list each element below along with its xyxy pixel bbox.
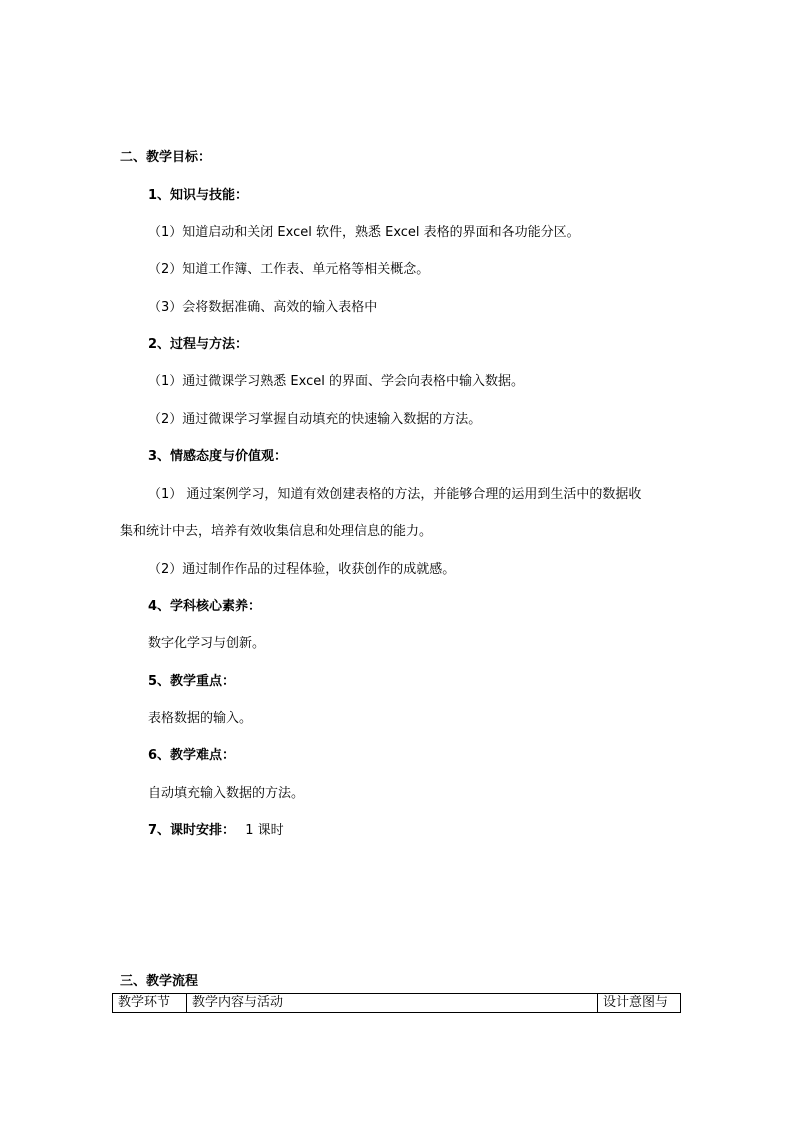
- k3-title: 3、情感态度与价值观：: [148, 449, 288, 464]
- table-header-row: [113, 994, 681, 1013]
- section2-title: 二、教学目标：: [120, 150, 212, 165]
- teaching-flow-table: [112, 993, 681, 1013]
- k1-item-2: （2）知道工作簿、工作表、单元格等相关概念。: [148, 262, 430, 277]
- k1-title: 1、知识与技能：: [148, 188, 249, 203]
- k4-title: 4、学科核心素养：: [148, 599, 262, 614]
- k2-title: 2、过程与方法：: [148, 337, 249, 352]
- header-cell-content: 教学内容与活动: [187, 994, 598, 1013]
- k7-value: 1 课时: [245, 823, 284, 838]
- k6-title: 6、教学难点：: [148, 748, 236, 763]
- k7-row: [148, 822, 284, 840]
- section3-title: 三、教学流程: [120, 974, 199, 989]
- k3-item-2: （2）通过制作作品的过程体验，收获创作的成就感。: [148, 562, 456, 577]
- k6-text: 自动填充输入数据的方法。: [148, 786, 305, 801]
- header-cell-stage: 教学环节: [113, 994, 187, 1013]
- k5-text: 表格数据的输入。: [148, 711, 253, 726]
- header-cell-intent: 设计意图与: [598, 994, 681, 1013]
- k2-item-1: （1）通过微课学习熟悉 Excel 的界面、学会向表格中输入数据。: [148, 374, 524, 389]
- k3-item-1-line-1: （1） 通过案例学习，知道有效创建表格的方法，并能够合理的运用到生活中的数据收: [148, 487, 642, 502]
- k7-title: 7、课时安排：: [148, 823, 236, 838]
- k4-text: 数字化学习与创新。: [148, 636, 266, 651]
- k1-item-3: （3）会将数据准确、高效的输入表格中: [148, 300, 378, 315]
- k1-item-1: （1）知道启动和关闭 Excel 软件，熟悉 Excel 表格的界面和各功能分区。: [148, 225, 580, 240]
- k3-item-1-line-2: 集和统计中去，培养有效收集信息和处理信息的能力。: [120, 524, 433, 539]
- k5-title: 5、教学重点：: [148, 674, 236, 689]
- k2-item-2: （2）通过微课学习掌握自动填充的快速输入数据的方法。: [148, 412, 482, 427]
